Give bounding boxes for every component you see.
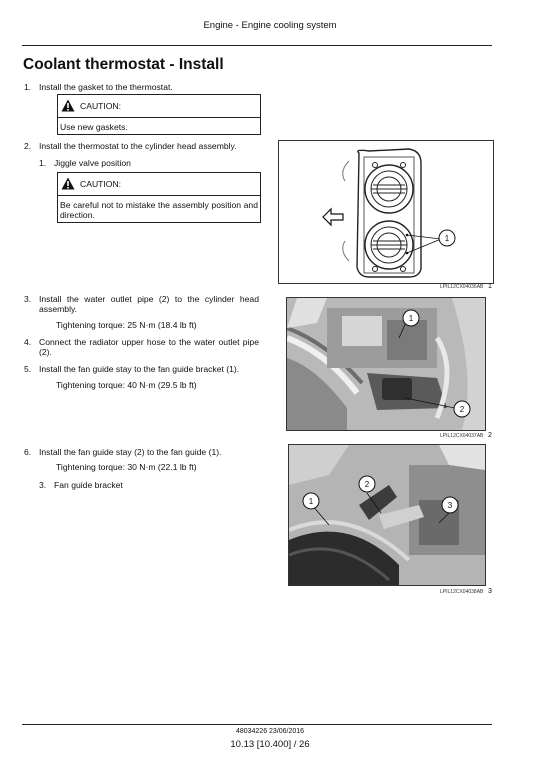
callout-2 bbox=[359, 476, 375, 492]
svg-text:3: 3 bbox=[447, 501, 453, 510]
step-3 bbox=[24, 294, 259, 316]
torque-spec: Tightening torque: 30 N·m (22.1 lb ft) bbox=[56, 462, 197, 472]
figure-ref: LPIL12CX04036AB bbox=[440, 284, 484, 290]
sub-item-number: 1. bbox=[39, 158, 47, 168]
step-text: Install the gasket to the thermostat. bbox=[39, 82, 173, 92]
figure-outlet-pipe bbox=[286, 297, 486, 431]
warning-icon bbox=[61, 177, 75, 190]
footer-page-number: 10.13 [10.400] / 26 bbox=[230, 739, 310, 750]
step-number: 2. bbox=[24, 141, 32, 151]
sub-item-number: 3. bbox=[39, 480, 47, 490]
caution-header bbox=[58, 173, 260, 196]
svg-text:1: 1 bbox=[408, 314, 414, 323]
step-2 bbox=[24, 141, 279, 153]
step-4 bbox=[24, 337, 259, 359]
torque-spec: Tightening torque: 40 N·m (29.5 lb ft) bbox=[56, 380, 197, 390]
header-rule bbox=[22, 45, 492, 46]
step-text: Install the fan guide stay to the fan guide bracket (1). bbox=[39, 364, 240, 374]
svg-text:2: 2 bbox=[459, 405, 465, 414]
direction-arrow-icon bbox=[323, 209, 343, 225]
callout-1 bbox=[303, 493, 319, 509]
step-number: 3. bbox=[24, 294, 32, 304]
caution-text: Be careful not to mistake the assembly position and direction. bbox=[60, 200, 258, 220]
footer-rule bbox=[22, 724, 492, 725]
svg-text:1: 1 bbox=[308, 497, 314, 506]
callout-1 bbox=[439, 230, 455, 246]
svg-text:1: 1 bbox=[444, 234, 450, 243]
step-number: 6. bbox=[24, 447, 32, 457]
figure-fan-guide bbox=[288, 444, 486, 586]
fan-guide-photo bbox=[289, 445, 485, 585]
callout-2 bbox=[454, 401, 470, 417]
caution-label: CAUTION: bbox=[80, 179, 122, 189]
step-number: 5. bbox=[24, 364, 32, 374]
step-1 bbox=[24, 82, 264, 94]
figure-number: 2 bbox=[488, 432, 492, 439]
figure-ref: LPIL12CX04038AB bbox=[440, 589, 484, 595]
caution-text: Use new gaskets. bbox=[60, 122, 128, 132]
caution-label: CAUTION: bbox=[80, 101, 122, 111]
sub-item-fan-guide-bracket bbox=[39, 480, 239, 492]
callout-1 bbox=[403, 310, 419, 326]
caution-box-2 bbox=[57, 172, 261, 223]
step-text: Connect the radiator upper hose to the water outlet pipe (2). bbox=[39, 337, 259, 357]
step-text: Install the fan guide stay (2) to the fan guide (1). bbox=[39, 447, 222, 457]
caution-header bbox=[58, 95, 260, 118]
caution-box-1 bbox=[57, 94, 261, 135]
page-header: Engine - Engine cooling system bbox=[203, 20, 337, 31]
page-title: Coolant thermostat - Install bbox=[23, 56, 224, 73]
step-6 bbox=[24, 447, 274, 459]
figure-number: 1 bbox=[488, 283, 492, 290]
torque-spec: Tightening torque: 25 N·m (18.4 lb ft) bbox=[56, 320, 197, 330]
step-number: 1. bbox=[24, 82, 32, 92]
step-text: Install the water outlet pipe (2) to the cylinder head assembly. bbox=[39, 294, 259, 314]
sub-item-text: Jiggle valve position bbox=[54, 158, 131, 168]
callout-3 bbox=[442, 497, 458, 513]
sub-item-text: Fan guide bracket bbox=[54, 480, 123, 490]
thermostat-drawing bbox=[279, 141, 493, 283]
figure-ref: LPIL12CX04037AB bbox=[440, 433, 484, 439]
svg-text:2: 2 bbox=[364, 480, 370, 489]
outlet-pipe-photo bbox=[287, 298, 485, 430]
figure-number: 3 bbox=[488, 588, 492, 595]
step-5 bbox=[24, 364, 274, 376]
warning-icon bbox=[61, 99, 75, 112]
figure-thermostat bbox=[278, 140, 494, 284]
footer-doc-id: 48034226 23/06/2016 bbox=[235, 728, 305, 735]
step-text: Install the thermostat to the cylinder head assembly. bbox=[39, 141, 237, 151]
step-number: 4. bbox=[24, 337, 32, 347]
sub-item-jiggle-valve bbox=[39, 158, 239, 170]
